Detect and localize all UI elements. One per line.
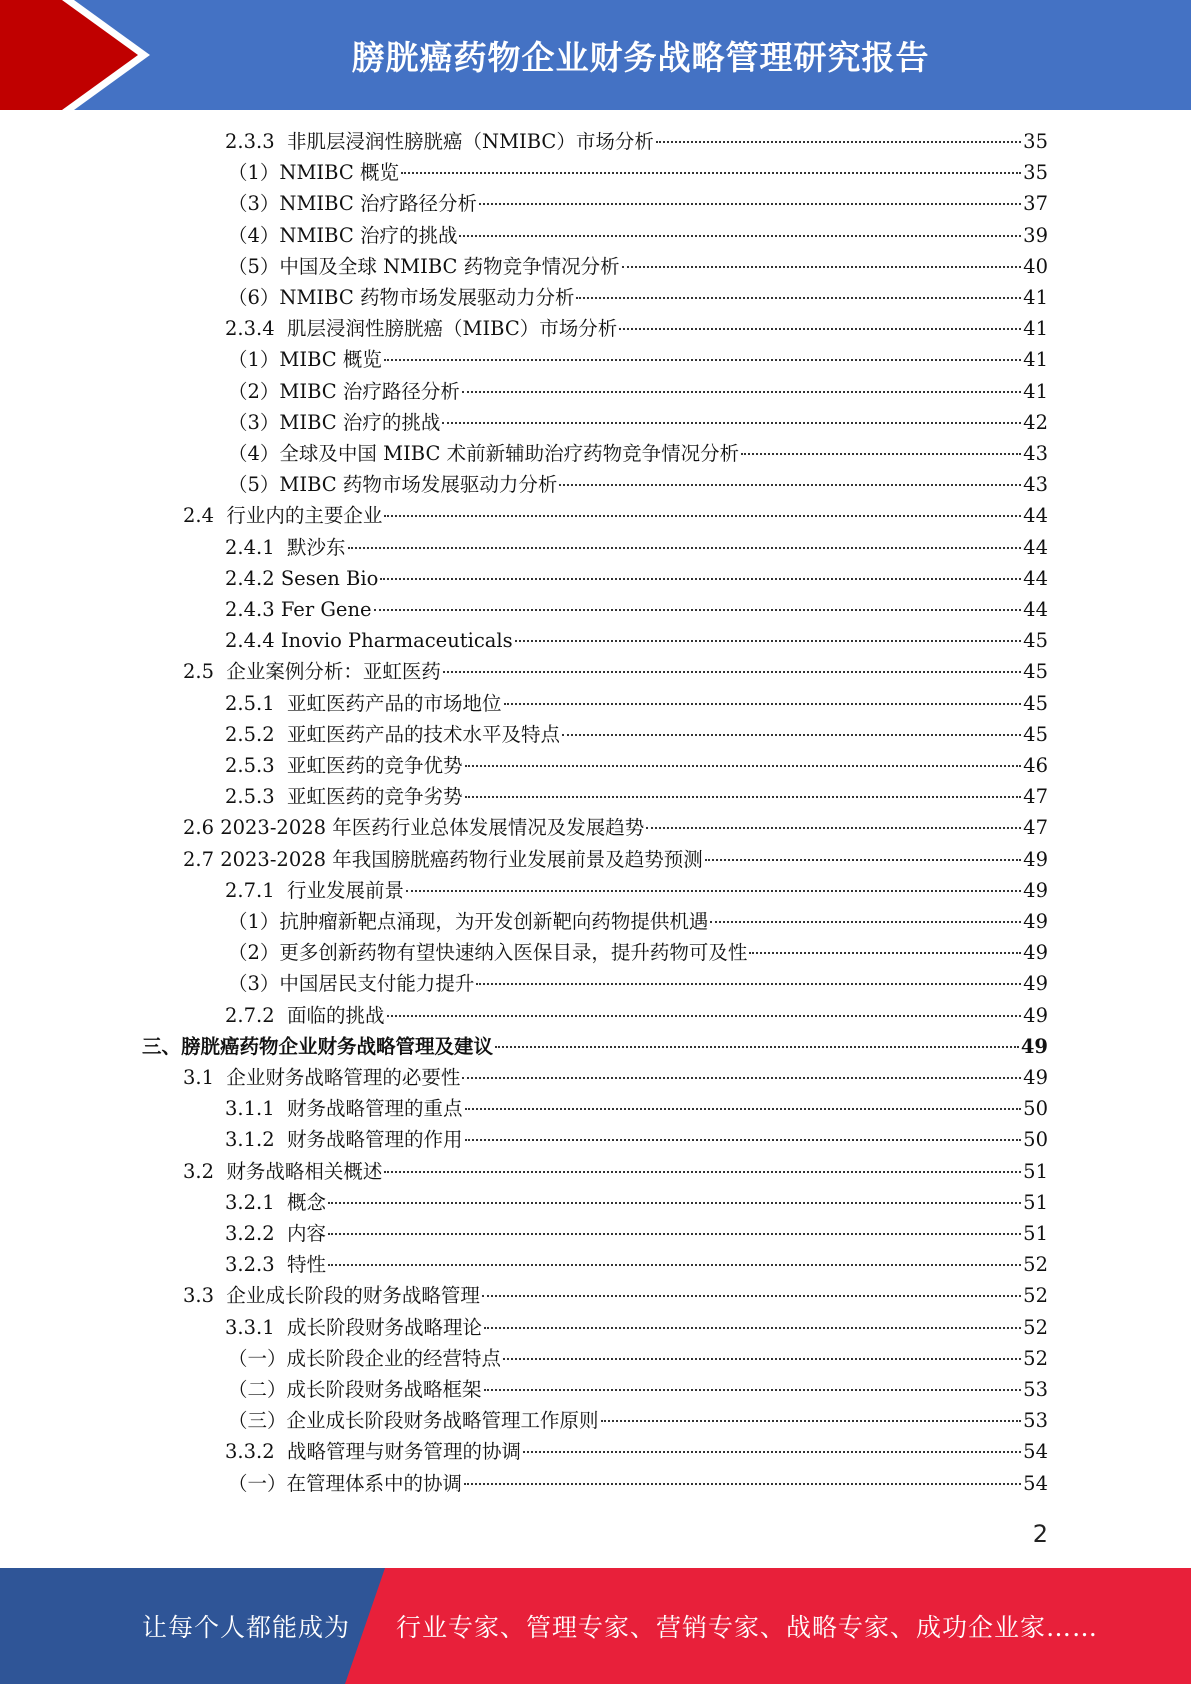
toc-dot-leader — [465, 764, 1022, 767]
toc-dot-leader — [328, 1263, 1021, 1266]
toc-entry[interactable] — [228, 407, 1048, 438]
toc-dot-leader — [406, 889, 1021, 892]
toc-entry[interactable] — [225, 1000, 1048, 1031]
toc-entry[interactable] — [228, 251, 1048, 282]
toc-dot-leader — [465, 1107, 1022, 1110]
toc-entry[interactable] — [228, 1374, 1048, 1405]
toc-entry[interactable] — [225, 719, 1048, 750]
page-footer — [0, 1568, 1191, 1684]
toc-entry-page: 54 — [1023, 1471, 1048, 1495]
toc-dot-leader — [656, 140, 1021, 143]
toc-dot-leader — [374, 608, 1022, 611]
toc-dot-leader — [482, 1294, 1021, 1297]
toc-entry-title: 2.4.4 Inovio Pharmaceuticals — [225, 629, 513, 653]
toc-entry-title: 2.3.4 肌层浸润性膀胱癌（MIBC）市场分析 — [225, 317, 618, 341]
toc-entry-title: 2.4 行业内的主要企业 — [183, 504, 383, 528]
toc-entry[interactable] — [225, 532, 1048, 563]
report-title: 膀胱癌药物企业财务战略管理研究报告 — [351, 37, 930, 77]
toc-entry-title: 2.5.3 亚虹医药的竞争优势 — [225, 754, 463, 777]
toc-entry[interactable] — [183, 1280, 1048, 1311]
footer-tagline: 行业专家、管理专家、营销专家、战略专家、成功企业家…… — [396, 1613, 1099, 1642]
toc-dot-leader — [495, 1045, 1019, 1048]
toc-entry[interactable] — [228, 344, 1048, 375]
toc-entry-page: 35 — [1023, 130, 1048, 153]
toc-entry[interactable] — [228, 376, 1048, 407]
toc-entry-page: 50 — [1023, 1128, 1048, 1152]
toc-entry[interactable] — [228, 968, 1048, 999]
toc-entry-page: 39 — [1023, 223, 1048, 247]
toc-entry-page: 41 — [1023, 317, 1048, 341]
toc-dot-leader — [387, 1014, 1022, 1017]
toc-dot-leader — [479, 202, 1021, 205]
toc-dot-leader — [384, 1170, 1021, 1173]
toc-entry-page: 43 — [1023, 442, 1048, 465]
toc-entry-title: 3.2.2 内容 — [225, 1222, 327, 1245]
toc-entry-title: 三、膀胱癌药物企业财务战略管理及建议 — [142, 1034, 494, 1058]
toc-entry-page: 47 — [1023, 785, 1048, 809]
toc-entry-page: 49 — [1023, 878, 1048, 902]
toc-dot-leader — [443, 670, 1021, 673]
toc-entry[interactable] — [228, 188, 1048, 219]
toc-entry-title: 3.3 企业成长阶段的财务战略管理 — [183, 1284, 480, 1308]
toc-entry-page: 49 — [1023, 910, 1048, 933]
toc-entry-title: （一）在管理体系中的协调 — [228, 1471, 463, 1495]
toc-entry-title: （4）全球及中国 MIBC 术前新辅助治疗药物竞争情况分析 — [228, 442, 740, 465]
toc-entry-page: 51 — [1023, 1222, 1048, 1245]
toc-entry-page: 52 — [1023, 1315, 1048, 1339]
toc-entry-page: 49 — [1020, 1034, 1048, 1058]
toc-entry[interactable] — [225, 1093, 1048, 1124]
toc-entry-title: （3）NMIBC 治疗路径分析 — [228, 192, 477, 216]
toc-dot-leader — [484, 1326, 1021, 1329]
toc-entry-title: 2.4.3 Fer Gene — [225, 598, 372, 621]
toc-entry-title: （3）MIBC 治疗的挑战 — [228, 410, 441, 434]
toc-entry[interactable] — [225, 1249, 1048, 1280]
toc-entry[interactable] — [228, 157, 1048, 188]
toc-entry[interactable] — [228, 1343, 1048, 1374]
toc-entry[interactable] — [225, 563, 1048, 594]
toc-dot-leader — [328, 1201, 1021, 1204]
toc-entry-title: （2）更多创新药物有望快速纳入医保目录，提升药物可及性 — [228, 941, 748, 965]
toc-entry[interactable] — [228, 937, 1048, 968]
toc-dot-leader — [384, 514, 1021, 517]
toc-dot-leader — [515, 639, 1022, 642]
toc-entry-page: 44 — [1023, 504, 1048, 528]
toc-dot-leader — [601, 1419, 1022, 1422]
toc-entry-page: 52 — [1023, 1253, 1048, 1277]
toc-entry-title: 2.5 企业案例分析：亚虹医药 — [183, 660, 441, 684]
toc-entry-title: 3.1.2 财务战略管理的作用 — [225, 1128, 463, 1152]
toc-entry[interactable] — [225, 1312, 1048, 1343]
toc-entry-page: 35 — [1023, 161, 1048, 185]
toc-entry[interactable] — [225, 781, 1048, 812]
toc-entry[interactable] — [225, 126, 1048, 157]
toc-entry-title: 3.2.3 特性 — [225, 1253, 327, 1277]
toc-entry-title: （二）成长阶段财务战略框架 — [228, 1378, 482, 1401]
toc-entry-page: 44 — [1023, 566, 1048, 590]
toc-entry[interactable] — [225, 625, 1048, 656]
toc-dot-leader — [559, 483, 1021, 486]
toc-entry-title: 2.7.2 面临的挑战 — [225, 1003, 385, 1027]
toc-dot-leader — [465, 1138, 1022, 1141]
toc-entry[interactable] — [225, 750, 1048, 781]
toc-entry-page: 44 — [1023, 598, 1048, 621]
toc-entry[interactable] — [183, 1156, 1048, 1187]
toc-entry-title: （4）NMIBC 治疗的挑战 — [228, 223, 458, 247]
toc-entry-page: 49 — [1023, 1003, 1048, 1027]
toc-entry[interactable] — [228, 469, 1048, 500]
toc-dot-leader — [622, 265, 1022, 268]
toc-entry[interactable] — [225, 875, 1048, 906]
toc-dot-leader — [348, 546, 1022, 549]
toc-entry[interactable] — [183, 656, 1048, 687]
toc-entry-title: （5）中国及全球 NMIBC 药物竞争情况分析 — [228, 254, 620, 278]
toc-dot-leader — [741, 452, 1021, 455]
toc-dot-leader — [523, 1450, 1021, 1453]
footer-slogan: 让每个人都能成为 — [142, 1613, 351, 1642]
toc-dot-leader — [484, 1388, 1022, 1391]
toc-entry[interactable] — [228, 282, 1048, 313]
toc-entry-page: 51 — [1023, 1190, 1048, 1214]
toc-entry-page: 37 — [1023, 192, 1048, 216]
toc-dot-leader — [503, 1357, 1021, 1360]
toc-entry[interactable] — [228, 1468, 1048, 1499]
toc-entry-page: 46 — [1023, 754, 1048, 777]
toc-dot-leader — [576, 296, 1021, 299]
toc-entry-title: 3.2.1 概念 — [225, 1190, 327, 1214]
toc-entry-title: 2.7.1 行业发展前景 — [225, 878, 405, 902]
toc-entry[interactable] — [225, 1124, 1048, 1155]
toc-entry-page: 49 — [1023, 1066, 1048, 1089]
toc-entry-title: （一）成长阶段企业的经营特点 — [228, 1346, 502, 1370]
toc-entry[interactable] — [228, 906, 1048, 937]
toc-entry-title: 2.5.1 亚虹医药产品的市场地位 — [225, 691, 502, 715]
toc-entry-title: （3）中国居民支付能力提升 — [228, 972, 475, 996]
toc-entry-page: 53 — [1023, 1409, 1048, 1433]
toc-entry[interactable] — [225, 1187, 1048, 1218]
toc-entry-page: 45 — [1023, 629, 1048, 653]
toc-entry-page: 47 — [1023, 816, 1048, 840]
page-number: 2 — [1032, 1520, 1048, 1548]
toc-entry-page: 53 — [1023, 1378, 1048, 1401]
toc-entry[interactable] — [183, 812, 1048, 843]
toc-dot-leader — [646, 826, 1021, 829]
toc-dot-leader — [710, 920, 1021, 923]
page-header — [0, 0, 1191, 110]
toc-entry-title: （2）MIBC 治疗路径分析 — [228, 379, 460, 403]
toc-entry-title: 3.2 财务战略相关概述 — [183, 1159, 383, 1183]
toc-entry-page: 49 — [1023, 847, 1048, 871]
toc-entry[interactable] — [225, 313, 1048, 344]
toc-dot-leader — [504, 702, 1022, 705]
toc-dot-leader — [562, 733, 1021, 736]
toc-entry-title: （三）企业成长阶段财务战略管理工作原则 — [228, 1409, 599, 1433]
toc-entry-title: 2.7 2023-2028 年我国膀胱癌药物行业发展前景及趋势预测 — [183, 847, 703, 871]
toc-dot-leader — [465, 795, 1022, 798]
toc-entry[interactable] — [228, 438, 1048, 469]
toc-entry-title: 3.1 企业财务战略管理的必要性 — [183, 1066, 461, 1089]
toc-dot-leader — [705, 858, 1021, 861]
toc-dot-leader — [462, 390, 1021, 393]
toc-entry-page: 44 — [1023, 535, 1048, 559]
toc-dot-leader — [459, 234, 1021, 237]
toc-entry-title: （6）NMIBC 药物市场发展驱动力分析 — [228, 286, 575, 309]
toc-entry-page: 50 — [1023, 1097, 1048, 1121]
toc-dot-leader — [384, 358, 1021, 361]
toc-entry-title: 2.4.1 默沙东 — [225, 535, 346, 559]
toc-entry[interactable] — [183, 844, 1048, 875]
toc-entry[interactable] — [228, 220, 1048, 251]
toc-entry-title: （1）抗肿瘤新靶点涌现，为开发创新靶向药物提供机遇 — [228, 910, 709, 933]
toc-dot-leader — [464, 1482, 1021, 1485]
toc-entry-title: 2.4.2 Sesen Bio — [225, 566, 379, 590]
toc-entry-title: 3.1.1 财务战略管理的重点 — [225, 1097, 463, 1121]
toc-dot-leader — [442, 421, 1021, 424]
toc-entry-page: 40 — [1023, 254, 1048, 278]
toc-entry-title: （1）NMIBC 概览 — [228, 161, 399, 185]
toc-entry[interactable] — [228, 1405, 1048, 1436]
toc-entry[interactable] — [183, 500, 1048, 531]
toc-entry-page: 54 — [1023, 1440, 1048, 1464]
toc-entry-title: 2.5.3 亚虹医药的竞争劣势 — [225, 785, 463, 809]
toc-entry-page: 41 — [1023, 379, 1048, 403]
toc-dot-leader — [401, 171, 1021, 174]
toc-entry[interactable] — [142, 1031, 1048, 1062]
toc-entry-page: 45 — [1023, 660, 1048, 684]
toc-dot-leader — [462, 1076, 1021, 1079]
toc-entry-title: （5）MIBC 药物市场发展驱动力分析 — [228, 473, 558, 497]
toc-entry-page: 45 — [1023, 722, 1048, 746]
toc-entry-title: 3.3.1 成长阶段财务战略理论 — [225, 1315, 483, 1339]
toc-entry[interactable] — [225, 1218, 1048, 1249]
toc-dot-leader — [749, 951, 1021, 954]
toc-entry-page: 51 — [1023, 1159, 1048, 1183]
toc-entry-title: （1）MIBC 概览 — [228, 348, 382, 372]
toc-dot-leader — [476, 982, 1021, 985]
toc-entry-page: 52 — [1023, 1346, 1048, 1370]
toc-dot-leader — [380, 577, 1021, 580]
toc-entry-page: 49 — [1023, 972, 1048, 996]
toc-entry-title: 3.3.2 战略管理与财务管理的协调 — [225, 1440, 522, 1464]
toc-entry-title: 2.3.3 非肌层浸润性膀胱癌（NMIBC）市场分析 — [225, 130, 654, 153]
toc-entry-page: 49 — [1023, 941, 1048, 965]
toc-entry-page: 41 — [1023, 348, 1048, 372]
toc-entry-page: 41 — [1023, 286, 1048, 309]
toc-entry[interactable] — [225, 688, 1048, 719]
toc-entry-page: 52 — [1023, 1284, 1048, 1308]
toc-entry-title: 2.5.2 亚虹医药产品的技术水平及特点 — [225, 722, 561, 746]
toc-entry[interactable] — [225, 594, 1048, 625]
toc-dot-leader — [619, 327, 1021, 330]
toc-entry-title: 2.6 2023-2028 年医药行业总体发展情况及发展趋势 — [183, 816, 645, 840]
toc-entry-page: 42 — [1023, 410, 1048, 434]
toc-entry-page: 45 — [1023, 691, 1048, 715]
toc-entry[interactable] — [225, 1436, 1048, 1467]
toc-dot-leader — [328, 1232, 1021, 1235]
toc-entry[interactable] — [183, 1062, 1048, 1093]
toc-entry-page: 43 — [1023, 473, 1048, 497]
